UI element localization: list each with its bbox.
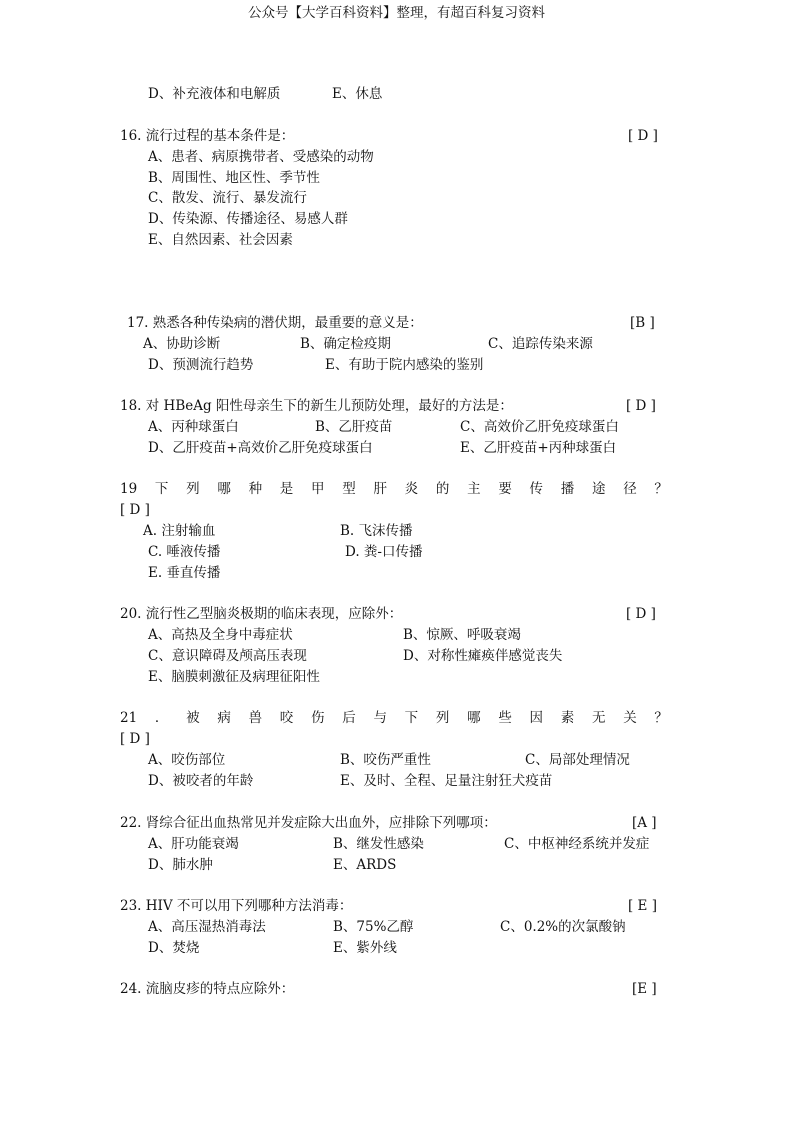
q19-stem-char: 是 — [279, 481, 294, 497]
q21-option-d: D、被咬者的年龄 — [148, 773, 254, 789]
q22-option-c: C、中枢神经系统并发症 — [504, 836, 650, 852]
q18-option-d: D、乙肝疫苗+高效价乙肝免疫球蛋白 — [148, 440, 373, 456]
q17-answer: [B ] — [630, 315, 655, 331]
q23-answer: [ E ] — [628, 898, 657, 914]
q21-stem-char: 咬 — [279, 710, 294, 726]
q19-option-c: C. 唾液传播 — [148, 544, 221, 560]
q19-stem-char: 径 — [623, 481, 637, 497]
q21-stem-char: 关 — [623, 710, 637, 726]
q23-option-c: C、0.2%的次氯酸钠 — [500, 919, 626, 935]
page-header: 公众号【大学百科资料】整理，有超百科复习资料 — [248, 5, 545, 21]
q19-stem-char: 炎 — [404, 481, 419, 497]
q23-option-d: D、焚烧 — [148, 940, 200, 956]
q17-option-a: A、协助诊断 — [143, 336, 221, 352]
q23-stem: 23. HIV 不可以用下列哪种方法消毒： — [120, 898, 353, 914]
q19-stem-char: 传 — [529, 481, 544, 497]
q20-stem: 20. 流行性乙型脑炎极期的临床表现，应除外： — [120, 606, 403, 622]
q19-stem-char: 途 — [591, 481, 606, 497]
q21-option-e: E、及时、全程、足量注射狂犬疫苗 — [340, 773, 553, 789]
q21-stem-char: 兽 — [248, 710, 263, 726]
q19-stem-char: 肝 — [373, 481, 387, 497]
q21-option-b: B、咬伤严重性 — [340, 752, 431, 768]
q21-stem-char: 因 — [529, 710, 544, 726]
q19-stem-char: 种 — [248, 481, 263, 497]
q19-stem-char: 播 — [560, 481, 575, 497]
q21-stem-char: 被 — [186, 710, 200, 726]
q21-stem-char: 下 — [404, 710, 419, 726]
q19-option-b: B. 飞沫传播 — [340, 523, 413, 539]
q18-option-e: E、乙肝疫苗+丙种球蛋白 — [460, 440, 617, 456]
q20-option-d: D、对称性瘫痪伴感觉丧失 — [403, 648, 563, 664]
q20-option-b: B、惊厥、呼吸衰竭 — [403, 627, 521, 643]
q21-stem-char: 些 — [498, 710, 512, 726]
q15-option-d: D、补充液体和电解质 — [148, 86, 281, 102]
q22-option-e: E、ARDS — [333, 857, 397, 873]
q19-answer: [ D ] — [120, 502, 150, 518]
q19-stem-char: 型 — [342, 481, 356, 497]
q24-stem: 24. 流脑皮疹的特点应除外： — [120, 981, 295, 997]
q19-option-a: A. 注射输血 — [143, 523, 216, 539]
q21-answer: [ D ] — [120, 731, 150, 747]
q21-stem-char: 与 — [373, 710, 387, 726]
q21-option-c: C、局部处理情况 — [525, 752, 630, 768]
q17-option-c: C、追踪传染来源 — [488, 336, 593, 352]
q16-answer: [ D ] — [628, 128, 658, 144]
q19-stem-char: 主 — [467, 481, 481, 497]
q18-option-a: A、丙种球蛋白 — [148, 419, 239, 435]
q22-option-d: D、肺水肿 — [148, 857, 213, 873]
q19-option-e: E. 垂直传播 — [148, 565, 221, 581]
q23-option-e: E、紫外线 — [333, 940, 397, 956]
q21-stem-char: 21 — [120, 710, 138, 726]
q23-option-b: B、75%乙醇 — [333, 919, 414, 935]
q24-answer: [E ] — [632, 981, 657, 997]
q18-option-c: C、高效价乙肝免疫球蛋白 — [460, 419, 619, 435]
q21-stem-char: 无 — [591, 710, 606, 726]
q21-stem-char: 后 — [342, 710, 356, 726]
q22-option-b: B、继发性感染 — [333, 836, 424, 852]
q22-stem: 22. 肾综合征出血热常见并发症除大出血外，应排除下列哪项： — [120, 815, 497, 831]
q19-stem-char: 19 — [120, 481, 138, 497]
q21-stem-char: 列 — [435, 710, 450, 726]
q22-answer: [A ] — [632, 815, 657, 831]
q17-option-b: B、确定检疫期 — [300, 336, 391, 352]
q17-option-e: E、有助于院内感染的鉴别 — [325, 357, 484, 373]
q19-stem-char: 要 — [498, 481, 512, 497]
q19-stem-char: 列 — [186, 481, 200, 497]
q20-option-c: C、意识障碍及颅高压表现 — [148, 648, 307, 664]
q20-answer: [ D ] — [626, 606, 656, 622]
q21-stem-char: ． — [154, 710, 169, 726]
q16-option-a: A、患者、病原携带者、受感染的动物 — [148, 149, 374, 165]
q18-option-b: B、乙肝疫苗 — [315, 419, 393, 435]
q19-stem-char: 下 — [154, 481, 169, 497]
q19-stem-char: ？ — [654, 481, 668, 497]
q21-stem-char: 伤 — [311, 710, 325, 726]
q19-option-d: D. 粪-口传播 — [345, 544, 423, 560]
q21-stem-char: 哪 — [467, 710, 481, 726]
q19-stem-char: 的 — [435, 481, 450, 497]
q16-option-e: E、自然因素、社会因素 — [148, 232, 293, 248]
q20-option-a: A、高热及全身中毒症状 — [148, 627, 293, 643]
q19-stem-char: 哪 — [217, 481, 231, 497]
q16-option-d: D、传染源、传播途径、易感人群 — [148, 211, 348, 227]
q21-stem — [120, 710, 668, 727]
q21-stem-char: 素 — [560, 710, 575, 726]
q15-option-e: E、休息 — [332, 86, 383, 102]
q18-stem: 18. 对 HBeAg 阳性母亲生下的新生儿预防处理，最好的方法是： — [120, 398, 513, 414]
q21-stem-char: ？ — [654, 710, 668, 726]
q16-option-b: B、周围性、地区性、季节性 — [148, 170, 320, 186]
q19-stem — [120, 481, 668, 498]
q18-answer: [ D ] — [626, 398, 656, 414]
q22-option-a: A、肝功能衰竭 — [148, 836, 239, 852]
q21-option-a: A、咬伤部位 — [148, 752, 226, 768]
q16-option-c: C、散发、流行、暴发流行 — [148, 190, 307, 206]
q19-stem-char: 甲 — [311, 481, 325, 497]
q21-stem-char: 病 — [217, 710, 231, 726]
q16-stem: 16. 流行过程的基本条件是： — [120, 128, 295, 144]
q20-option-e: E、脑膜刺激征及病理征阳性 — [148, 669, 320, 685]
q23-option-a: A、高压湿热消毒法 — [148, 919, 266, 935]
q17-stem: 17. 熟悉各种传染病的潜伏期，最重要的意义是： — [127, 315, 423, 331]
q17-option-d: D、预测流行趋势 — [148, 357, 254, 373]
